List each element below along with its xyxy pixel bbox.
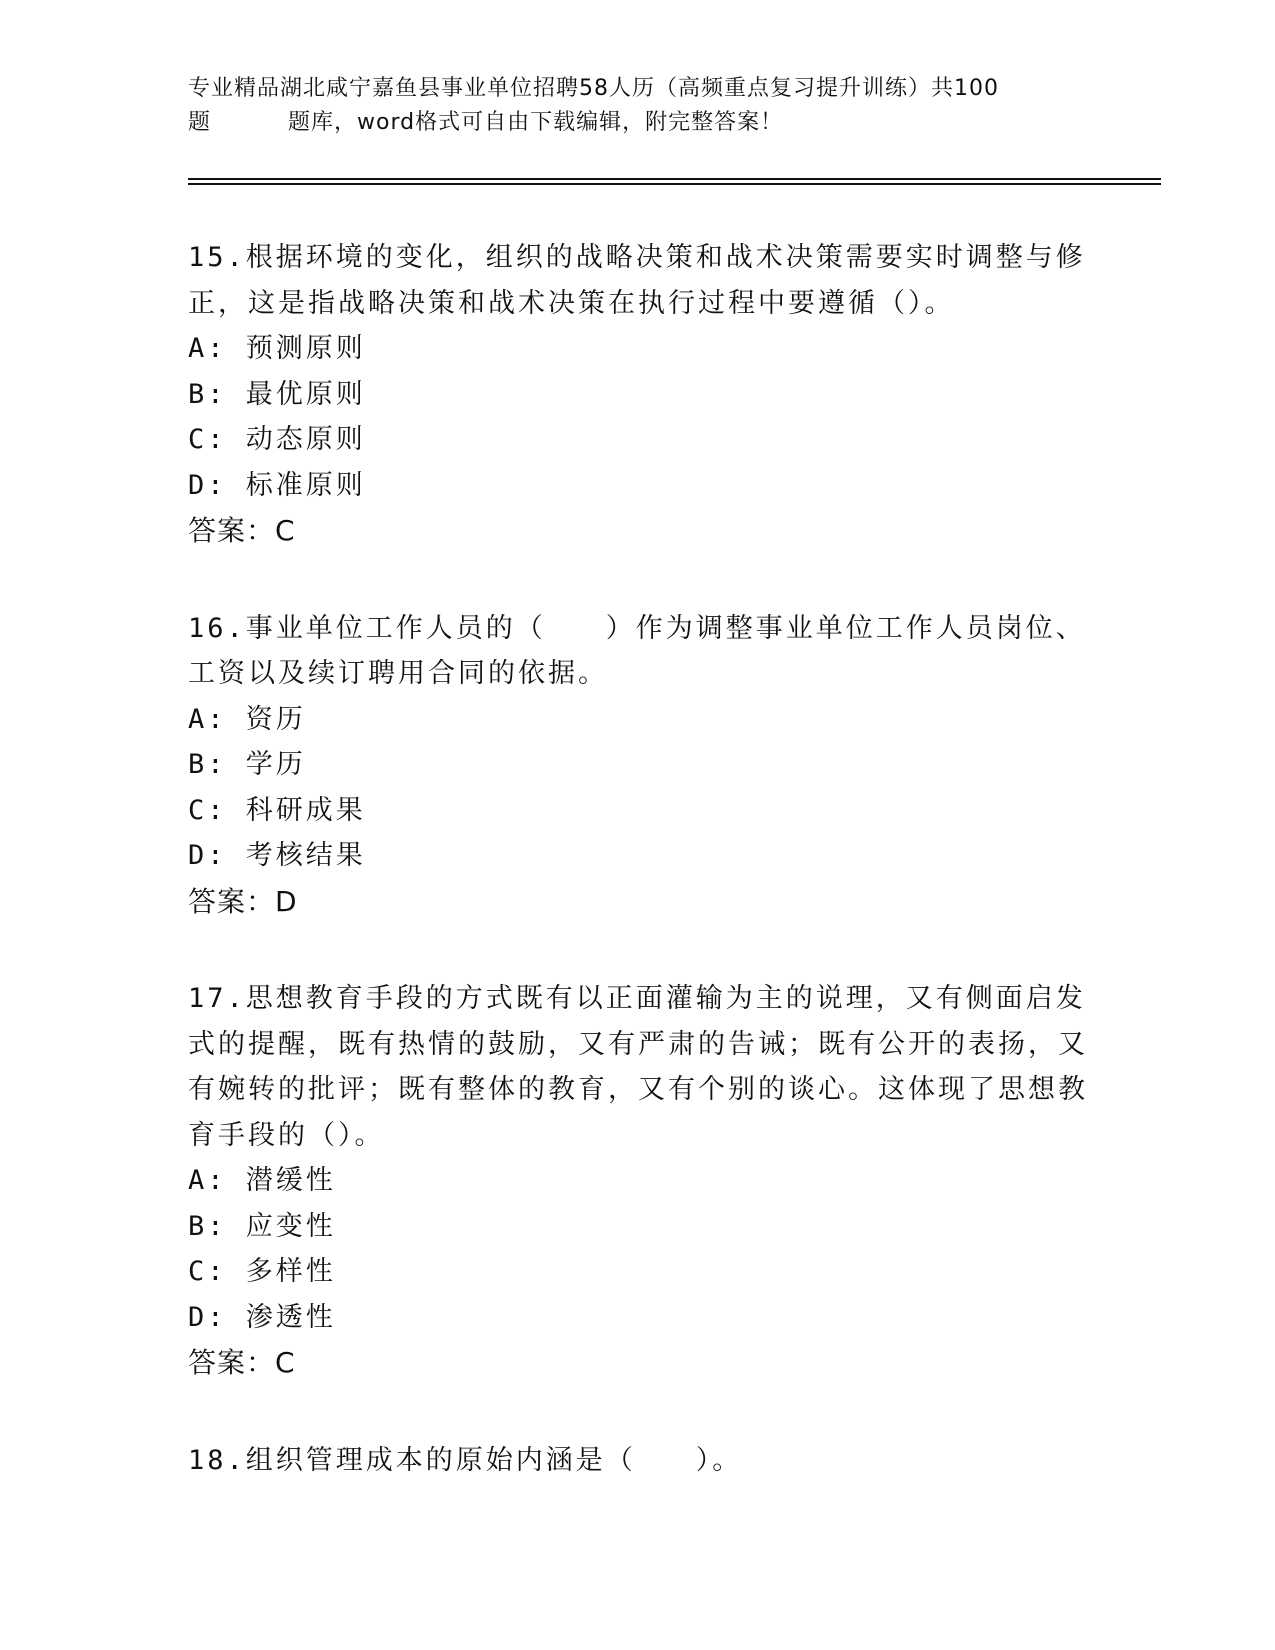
header-divider-top: [188, 178, 1161, 180]
header-line-2-text: 题库，word格式可自由下载编辑，附完整答案！: [288, 110, 784, 135]
option-a: A: 潜缓性: [188, 1165, 336, 1196]
option-d: D: 考核结果: [188, 840, 366, 871]
question-stem: 17.思想教育手段的方式既有以正面灌输为主的说理，又有侧面启发式的提醒，既有热情的鼓励，又有严肃的告诫；既有公开的表扬，又有婉转的批评；既有整体的教育，又有个别的谈心。这体现了思想教育手段的（）。: [188, 983, 1088, 1151]
header-divider-bottom: [188, 183, 1161, 185]
question-list: [188, 235, 1088, 1535]
option-b: B: 学历: [188, 749, 306, 780]
answer: 答案：C: [188, 514, 296, 547]
option-c: C: 科研成果: [188, 794, 366, 826]
question-18: [188, 1438, 1088, 1484]
option-a: A: 资历: [188, 703, 306, 735]
answer: 答案：D: [188, 884, 298, 918]
document-header: [188, 72, 1068, 140]
header-line-2-lead: 题: [188, 110, 212, 135]
question-stem: 18.组织管理成本的原始内涵是（ ）。: [188, 1444, 743, 1476]
option-b: B: 应变性: [188, 1210, 336, 1242]
question-15: [188, 235, 1088, 554]
question-stem: 16.事业单位工作人员的（ ）作为调整事业单位工作人员岗位、工资以及续订聘用合同的依据。: [188, 612, 1086, 689]
question-stem: 15.根据环境的变化，组织的战略决策和战术决策需要实时调整与修正，这是指战略决策和战术决策在执行过程中要遵循（）。: [188, 242, 1086, 319]
header-line-2: [188, 106, 1068, 140]
option-d: D: 渗透性: [188, 1301, 336, 1333]
option-b: B: 最优原则: [188, 378, 366, 410]
question-16: [188, 606, 1088, 925]
option-d: D: 标准原则: [188, 469, 366, 501]
option-c: C: 动态原则: [188, 424, 366, 455]
header-line-1: 专业精品湖北咸宁嘉鱼县事业单位招聘58人历（高频重点复习提升训练）共100: [188, 76, 999, 101]
answer: 答案：C: [188, 1346, 296, 1379]
option-a: A: 预测原则: [188, 333, 366, 364]
option-c: C: 多样性: [188, 1256, 336, 1287]
question-17: [188, 976, 1088, 1386]
